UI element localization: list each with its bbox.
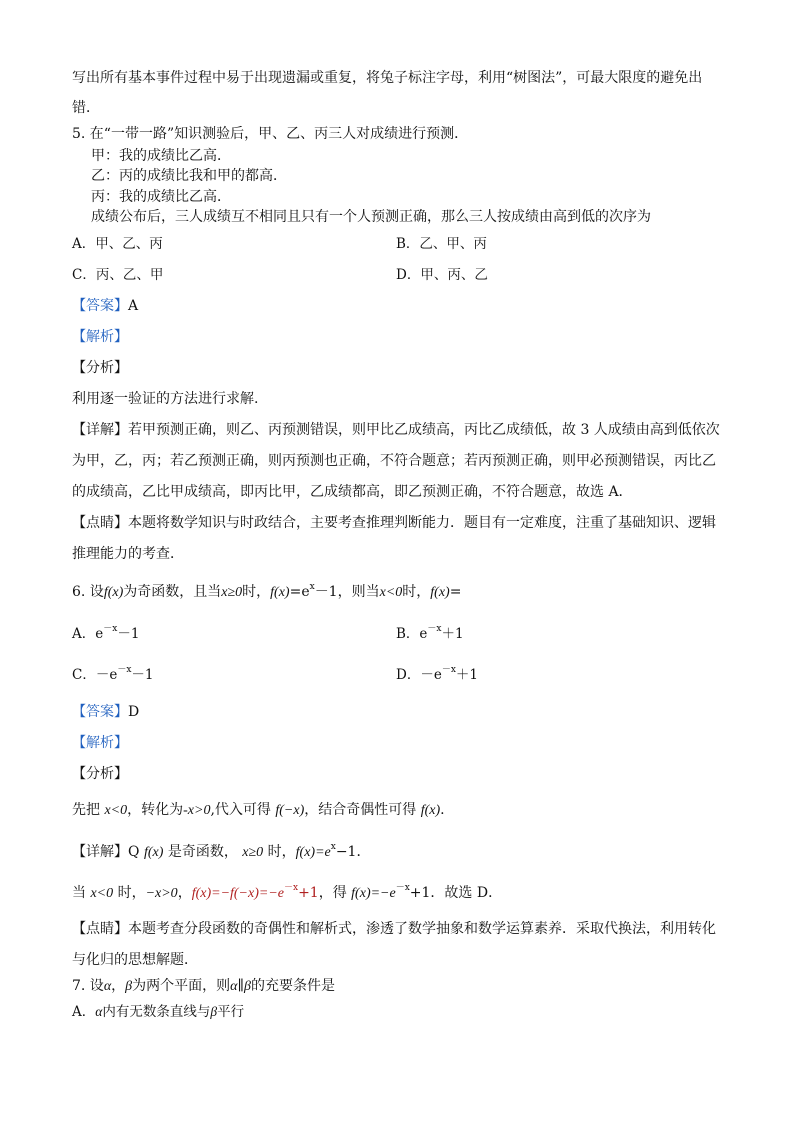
xiangjie-tag: 【详解】	[72, 422, 128, 438]
dianjing-tag: 【点睛】	[72, 515, 128, 531]
text-part: 7. 设	[72, 978, 104, 994]
q5-statement-jia: 甲：我的成绩比乙高．	[91, 148, 231, 164]
math: f(x)=e	[295, 845, 331, 860]
option-label: A．	[72, 626, 96, 642]
intro-line-1: 写出所有基本事件过程中易于出现遗漏或重复，将兔子标注字母，利用“树图法”，可最大限度的避免出	[72, 70, 703, 86]
q5-jiexi-tag: 【解析】	[72, 329, 128, 345]
dianjing-text: 本题考查分段函数的奇偶性和解析式，渗透了数学抽象和数学运算素养．采取代换法，利用转化	[128, 921, 716, 937]
q6-condition: x<0	[379, 585, 403, 600]
option-exponent: －x	[441, 665, 456, 675]
math-exponent: x	[330, 842, 336, 852]
option-label: D．	[396, 667, 421, 683]
text-part: 的充要条件是	[250, 978, 335, 994]
q6-xiangjie-line-2	[72, 883, 502, 904]
math: f(x)	[420, 803, 441, 818]
option-tail: －1	[131, 667, 154, 683]
math-highlight: +1	[298, 885, 319, 901]
q5-xiangjie-line-1	[72, 420, 720, 440]
text-part: Q	[128, 844, 144, 860]
math: α	[103, 979, 112, 994]
q5-statement-yi: 乙：丙的成绩比我和甲的都高．	[91, 168, 287, 184]
option-base: －e	[95, 667, 118, 683]
intro-line-2: 错．	[72, 100, 100, 116]
q6-stem	[72, 582, 461, 603]
q5-dianjing-line-1	[72, 513, 716, 533]
math-exponent: －x	[284, 883, 299, 893]
math: β	[210, 1004, 218, 1019]
option-exponent: －x	[103, 624, 118, 634]
math-exponent: －x	[395, 883, 410, 893]
text-part: ，	[111, 978, 126, 994]
q6-option-b	[396, 624, 464, 644]
q6-dianjing-line-2: 与化归的思想解题．	[72, 952, 198, 968]
text-part: 先把	[72, 802, 105, 818]
option-base: e	[95, 626, 104, 642]
q7-stem	[72, 976, 335, 997]
math: x<0	[104, 803, 128, 818]
q5-stem: 5. 在“一带一路”知识测验后，甲、乙、丙三人对成绩进行预测．	[72, 126, 469, 142]
math: -x>0	[183, 803, 211, 818]
text-part: +1．故选 D．	[409, 885, 503, 901]
q6-stem-part: =e	[289, 584, 310, 600]
math: x<0	[90, 886, 114, 901]
q7-option-a	[72, 1002, 244, 1022]
q6-fx: f(x)	[430, 585, 450, 600]
math: −x>0	[145, 886, 178, 901]
q6-exponent: x	[309, 582, 315, 592]
xiangjie-text: 若甲预测正确，则乙、丙预测错误，则甲比乙成绩高，丙比乙成绩低，故 3 人成绩由高到低依次	[128, 422, 720, 438]
q6-stem-part: 为奇函数，且当	[123, 584, 222, 600]
q6-fx: f(x)	[270, 585, 290, 600]
q6-fx: f(x)	[103, 585, 124, 600]
q6-stem-part: 时，	[402, 584, 431, 600]
math: f(x)=−e	[351, 886, 396, 901]
q5-answer	[72, 296, 138, 316]
q6-dianjing-line-1	[72, 919, 716, 939]
text-part: 时，	[263, 844, 296, 860]
math: f(−x)	[275, 803, 305, 818]
option-label: B．	[396, 626, 420, 642]
xiangjie-tag: 【详解】	[72, 844, 128, 860]
text-part: −1．	[335, 844, 371, 860]
q6-stem-part: 6. 设	[72, 584, 104, 600]
q5-statement-result: 成绩公布后，三人成绩互不相同且只有一个人预测正确，那么三人按成绩由高到低的次序为	[91, 209, 651, 225]
option-base: e	[419, 626, 428, 642]
q5-xiangjie-line-2: 为甲，乙，丙；若乙预测正确，则丙预测也正确，不符合题意；若丙预测正确，则甲必预测错误，丙比乙	[72, 453, 716, 469]
math: α	[95, 1004, 103, 1019]
q6-condition: x≥0	[221, 585, 243, 600]
q6-option-c	[72, 665, 154, 685]
option-tail: ＋1	[455, 667, 478, 683]
text-part: ，得	[318, 885, 352, 901]
q5-option-c: C．丙、乙、甲	[72, 267, 164, 283]
text-part: ，	[177, 885, 192, 901]
q5-option-d: D．甲、丙、乙	[396, 267, 488, 283]
q6-answer	[72, 702, 139, 722]
q5-option-b: B．乙、甲、丙	[396, 236, 487, 252]
text-part: 时，	[113, 885, 146, 901]
option-exponent: －x	[427, 624, 442, 634]
option-tail: ＋1	[441, 626, 464, 642]
answer-value: D	[128, 704, 140, 720]
q6-stem-part: =	[449, 584, 462, 600]
q5-option-a: A．甲、乙、丙	[72, 236, 163, 252]
text-part: .	[440, 802, 445, 818]
text-part: 当	[72, 885, 91, 901]
q6-stem-part: 时，	[242, 584, 271, 600]
q5-xiangjie-line-3: 的成绩高，乙比甲成绩高，即丙比甲，乙成绩都高，即乙预测正确，不符合题意，故选 A．	[72, 484, 633, 500]
answer-value: A	[128, 298, 139, 314]
text-part: ，结合奇偶性可得	[304, 802, 421, 818]
q6-option-d	[396, 665, 478, 685]
math: f(x)	[143, 845, 164, 860]
q5-dianjing-line-2: 推理能力的考查．	[72, 546, 184, 562]
q6-option-a	[72, 624, 139, 644]
q6-xiangjie-line-1	[72, 842, 370, 863]
q6-jiexi-tag: 【解析】	[72, 735, 128, 751]
option-label: C．	[72, 667, 96, 683]
math: β	[125, 979, 133, 994]
text-part: 内有无数条直线与	[102, 1004, 211, 1020]
text-part: 平行	[217, 1004, 245, 1020]
dianjing-text: 本题将数学知识与时政结合，主要考查推理判断能力．题目有一定难度，注重了基础知识、逻辑	[128, 515, 716, 531]
math: α∥β	[230, 979, 251, 994]
text-part: 为两个平面，则	[132, 978, 231, 994]
q5-fenxi-text: 利用逐一验证的方法进行求解.	[72, 391, 259, 407]
math: x≥0	[242, 845, 264, 860]
option-base: －e	[420, 667, 442, 683]
q6-stem-part: －1，则当	[314, 584, 380, 600]
answer-tag: 【答案】	[72, 298, 128, 314]
dianjing-tag: 【点睛】	[72, 921, 128, 937]
q6-fenxi-text	[72, 800, 445, 821]
text-part: 是奇函数，	[163, 844, 243, 860]
math-highlight: f(x)=−f(−x)=−e	[191, 886, 284, 901]
option-tail: －1	[117, 626, 140, 642]
q6-fenxi-tag: 【分析】	[72, 766, 128, 782]
text-part: ，转化为	[127, 802, 184, 818]
option-label: A．	[72, 1004, 96, 1020]
answer-tag: 【答案】	[72, 704, 128, 720]
option-exponent: －x	[117, 665, 132, 675]
q5-statement-bing: 丙：我的成绩比乙高．	[91, 189, 231, 205]
q5-fenxi-tag: 【分析】	[72, 360, 128, 376]
text-part: ,代入可得	[210, 802, 276, 818]
